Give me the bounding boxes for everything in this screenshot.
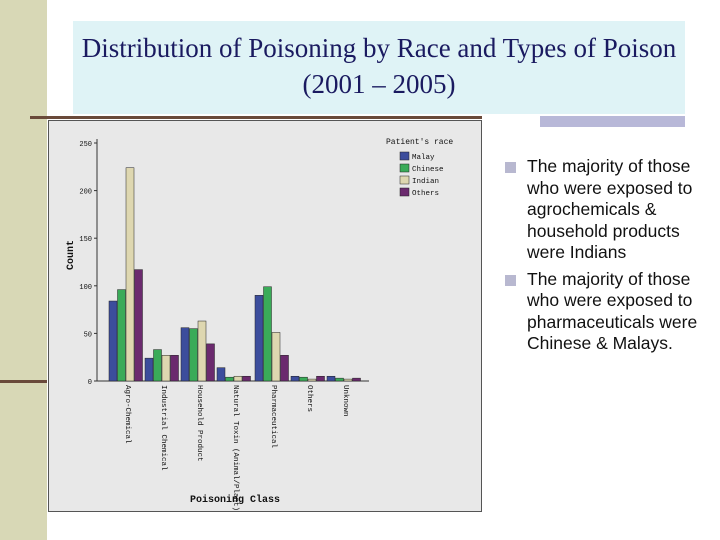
x-tick-label: Others bbox=[304, 385, 313, 413]
bar bbox=[272, 332, 280, 381]
bar bbox=[291, 376, 299, 381]
legend-label: Indian bbox=[412, 178, 440, 186]
x-tick-label: Industrial Chemical bbox=[158, 385, 167, 471]
legend-label: Others bbox=[412, 190, 440, 198]
bar bbox=[135, 270, 143, 381]
title-underline-light bbox=[540, 116, 685, 127]
y-axis-label: Count bbox=[66, 239, 77, 271]
bar bbox=[126, 168, 134, 381]
bar bbox=[281, 355, 289, 381]
bullet-square-icon bbox=[505, 275, 516, 286]
bar bbox=[255, 295, 263, 381]
y-tick-label: 100 bbox=[79, 283, 92, 292]
bar bbox=[264, 287, 272, 381]
bullet-text: The majority of those who were exposed to agrochemicals & household products were Indians bbox=[527, 156, 693, 262]
legend-swatch bbox=[400, 152, 409, 160]
bar bbox=[198, 321, 206, 381]
x-tick-label: Natural Toxin (Animal/Plant) bbox=[230, 385, 239, 511]
bar bbox=[154, 350, 162, 381]
y-tick-label: 50 bbox=[83, 331, 92, 340]
y-tick-label: 150 bbox=[79, 236, 92, 245]
bar bbox=[344, 379, 352, 381]
bullet-item-2 bbox=[505, 269, 705, 355]
bullet-item-1 bbox=[505, 156, 705, 264]
x-tick-label: Unknown bbox=[340, 385, 349, 417]
bar bbox=[317, 376, 325, 381]
bar bbox=[327, 376, 335, 381]
left-decor-strip bbox=[0, 0, 47, 540]
bar bbox=[207, 344, 215, 381]
bar bbox=[217, 368, 225, 381]
bar bbox=[234, 376, 242, 381]
bullet-text: The majority of those who were exposed to pharmaceuticals were Chinese & Malays. bbox=[527, 268, 698, 353]
bar bbox=[336, 378, 344, 381]
bar bbox=[162, 355, 170, 381]
bar bbox=[190, 329, 198, 381]
legend-label: Chinese bbox=[412, 166, 444, 174]
y-tick-label: 200 bbox=[79, 188, 92, 197]
bar bbox=[109, 301, 117, 381]
legend bbox=[386, 138, 453, 198]
bar bbox=[181, 328, 189, 381]
bar bbox=[243, 376, 251, 381]
legend-swatch bbox=[400, 188, 409, 196]
x-axis-label: Poisoning Class bbox=[189, 495, 281, 506]
legend-swatch bbox=[400, 176, 409, 184]
bar bbox=[308, 379, 316, 381]
y-tick-label: 0 bbox=[87, 379, 92, 387]
chart-frame bbox=[48, 120, 482, 512]
bar bbox=[145, 358, 153, 381]
left-strip-rule bbox=[0, 380, 47, 383]
x-tick-label: Pharmaceutical bbox=[268, 385, 277, 449]
bar-chart bbox=[49, 121, 481, 511]
legend-title: Patient's race bbox=[386, 138, 454, 147]
bullet-list bbox=[505, 156, 705, 360]
legend-label: Malay bbox=[412, 154, 435, 162]
legend-swatch bbox=[400, 164, 409, 172]
y-tick-label: 250 bbox=[79, 141, 92, 149]
slide-title: Distribution of Poisoning by Race and Types of Poison (2001 – 2005) bbox=[81, 33, 677, 99]
x-tick-label: Household Product bbox=[194, 385, 203, 462]
bullet-square-icon bbox=[505, 162, 516, 173]
x-tick-label: Agro-Chemical bbox=[122, 385, 131, 444]
bar bbox=[226, 377, 234, 381]
bar bbox=[171, 355, 179, 381]
bar bbox=[118, 290, 126, 381]
bar bbox=[353, 378, 361, 381]
title-underline-dark bbox=[30, 116, 482, 119]
bar bbox=[300, 377, 308, 381]
